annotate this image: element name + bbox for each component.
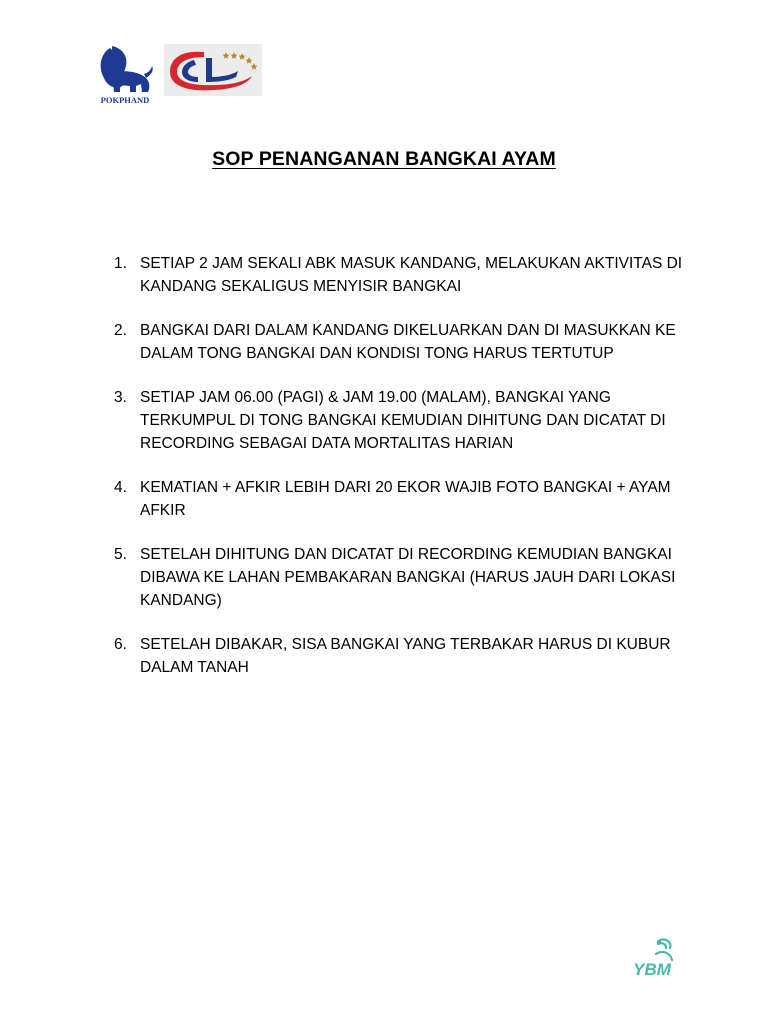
sop-item-4 (114, 476, 684, 522)
sop-item-line: AFKIR (140, 502, 186, 519)
sop-item-line: KEMATIAN + AFKIR LEBIH DARI 20 EKOR WAJIB FOTO BANGKAI + AYAM (140, 479, 671, 496)
ybm-logo-text: YBM (633, 960, 671, 979)
pokphand-logo-text: POKPHAND (100, 95, 150, 105)
sop-item-1 (114, 252, 684, 298)
sop-item-3 (114, 386, 684, 455)
sop-item-line: DALAM TONG BANGKAI DAN KONDISI TONG HARUS TERTUTUP (140, 345, 614, 362)
sop-item-5 (114, 543, 684, 612)
sop-item-text (140, 543, 675, 612)
pokphand-logo (96, 44, 154, 106)
sop-item-number: 6. (114, 636, 127, 653)
sop-item-line: BANGKAI DARI DALAM KANDANG DIKELUARKAN DAN DI MASUKKAN KE (140, 322, 676, 339)
sop-item-6 (114, 633, 684, 679)
cj-logo (164, 44, 262, 96)
sop-item-number: 1. (114, 255, 127, 272)
sop-item-number: 4. (114, 479, 127, 496)
sop-item-text (140, 476, 671, 522)
sop-item-line: TERKUMPUL DI TONG BANGKAI KEMUDIAN DIHITUNG DAN DICATAT DI (140, 412, 666, 429)
sop-list (114, 252, 684, 700)
sop-item-line: SETIAP JAM 06.00 (PAGI) & JAM 19.00 (MALAM), BANGKAI YANG (140, 389, 611, 406)
sop-item-text (140, 252, 682, 298)
sop-item-number: 2. (114, 322, 127, 339)
sop-item-number: 5. (114, 546, 127, 563)
sop-item-line: SETELAH DIBAKAR, SISA BANGKAI YANG TERBAKAR HARUS DI KUBUR (140, 636, 671, 653)
sop-item-text (140, 319, 676, 365)
document-title: SOP PENANGANAN BANGKAI AYAM (212, 148, 556, 170)
sop-item-line: KANDANG) (140, 592, 222, 609)
sop-item-number: 3. (114, 389, 127, 406)
sop-item-2 (114, 319, 684, 365)
sop-item-line: KANDANG SEKALIGUS MENYISIR BANGKAI (140, 278, 462, 295)
sop-item-line: RECORDING SEBAGAI DATA MORTALITAS HARIAN (140, 435, 514, 452)
ybm-logo (626, 936, 678, 982)
sop-item-line: SETIAP 2 JAM SEKALI ABK MASUK KANDANG, MELAKUKAN AKTIVITAS DI (140, 255, 683, 272)
sop-item-text (140, 633, 671, 679)
sop-item-line: DALAM TANAH (140, 659, 249, 676)
sop-item-line: SETELAH DIHITUNG DAN DICATAT DI RECORDING KEMUDIAN BANGKAI (140, 546, 672, 563)
sop-item-line: DIBAWA KE LAHAN PEMBAKARAN BANGKAI (HARUS JAUH DARI LOKASI (140, 569, 676, 586)
sop-item-text (140, 386, 666, 455)
